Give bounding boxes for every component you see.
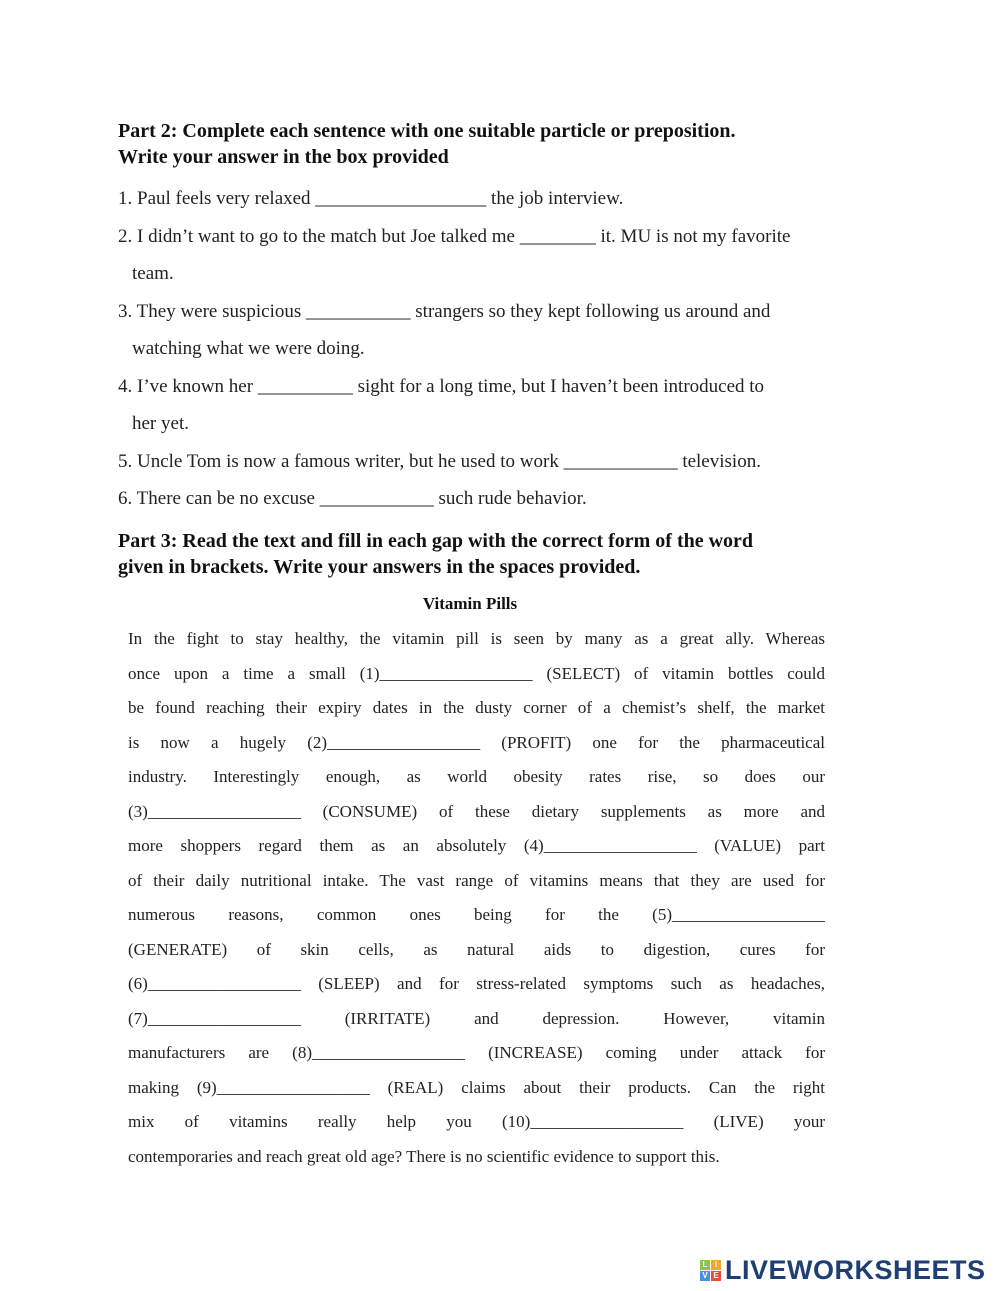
sentence-line: watching what we were doing. bbox=[132, 338, 365, 359]
passage-line: industry. Interestingly enough, as world obesity rates rise, so does our bbox=[128, 767, 825, 786]
part2-heading-line: Part 2: Complete each sentence with one suitable particle or preposition. bbox=[118, 120, 736, 142]
passage-line: more shoppers regard them as an absolutely (4)__________________ (VALUE) part bbox=[128, 836, 825, 855]
logo-text: LIVEWORKSHEETS bbox=[725, 1255, 986, 1285]
logo-letter: V bbox=[700, 1271, 710, 1281]
part2-heading bbox=[118, 118, 736, 170]
sentence-line: 6. There can be no excuse ____________ such rude behavior. bbox=[118, 488, 587, 509]
passage-line: (3)__________________ (CONSUME) of these dietary supplements as more and bbox=[128, 801, 825, 821]
sentence-line: 2. I didn’t want to go to the match but Joe talked me ________ it. MU is not my favorite bbox=[118, 225, 791, 247]
passage-line: of their daily nutritional intake. The vast range of vitamins means that they are used for bbox=[128, 870, 825, 890]
sentence-line: team. bbox=[132, 263, 174, 284]
logo-letter: L bbox=[700, 1260, 710, 1270]
passage-line: manufacturers are (8)__________________ (INCREASE) coming under attack for bbox=[128, 1043, 825, 1062]
passage-line: (6)__________________ (SLEEP) and for stress-related symptoms such as headaches, bbox=[128, 974, 825, 993]
passage-line: once upon a time a small (1)__________________ (SELECT) of vitamin bottles could bbox=[128, 663, 825, 683]
passage-line: (7)__________________ (IRRITATE) and depression. However, vitamin bbox=[128, 1008, 825, 1028]
passage-line: contemporaries and reach great old age? There is no scientific evidence to support this. bbox=[128, 1146, 720, 1166]
liveworksheets-logo bbox=[700, 1255, 986, 1286]
logo-letter: E bbox=[711, 1271, 721, 1281]
sentence-line: 5. Uncle Tom is now a famous writer, but he used to work ____________ television. bbox=[118, 450, 761, 472]
passage bbox=[128, 624, 825, 1176]
sentence-line: 4. I’ve known her __________ sight for a long time, but I haven’t been introduced to bbox=[118, 375, 765, 397]
part2-items bbox=[118, 184, 790, 522]
part2-heading-line: Write your answer in the box provided bbox=[118, 146, 449, 168]
passage-line: In the fight to stay healthy, the vitamin pill is seen by many as a great ally. Whereas bbox=[128, 629, 825, 648]
passage-line: mix of vitamins really help you (10)__________________ (LIVE) your bbox=[128, 1112, 825, 1131]
passage-line: be found reaching their expiry dates in the dusty corner of a chemist’s shelf, the market bbox=[128, 698, 825, 717]
passage-line: making (9)__________________ (REAL) claims about their products. Can the right bbox=[128, 1077, 825, 1097]
logo-letter: I bbox=[711, 1260, 721, 1270]
part3-heading-line: Part 3: Read the text and fill in each gap with the correct form of the word bbox=[118, 530, 754, 552]
passage-line: (GENERATE) of skin cells, as natural aids to digestion, cures for bbox=[128, 939, 825, 959]
sentence-line: 3. They were suspicious ___________ strangers so they kept following us around and bbox=[118, 300, 771, 322]
sentence-line: her yet. bbox=[132, 413, 189, 434]
logo-icon bbox=[700, 1260, 721, 1281]
passage-line: numerous reasons, common ones being for the (5)__________________ bbox=[128, 905, 825, 924]
passage-title: Vitamin Pills bbox=[422, 594, 518, 613]
part3-heading bbox=[118, 528, 753, 580]
sentence-line: 1. Paul feels very relaxed __________________ the job interview. bbox=[118, 188, 624, 209]
part3-heading-line: given in brackets. Write your answers in the spaces provided. bbox=[118, 556, 641, 578]
passage-line: is now a hugely (2)__________________ (PROFIT) one for the pharmaceutical bbox=[128, 732, 825, 752]
